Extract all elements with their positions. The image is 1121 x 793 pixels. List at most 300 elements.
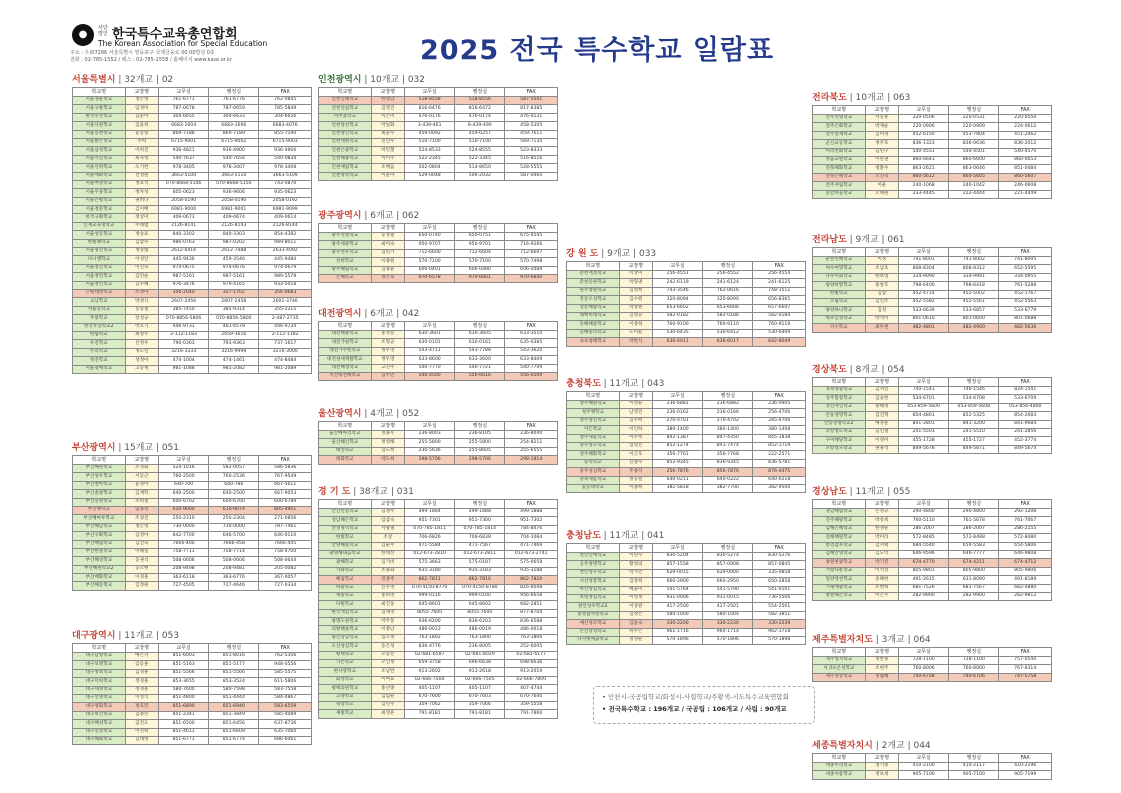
table-cell: 도미순 — [619, 329, 652, 337]
table-cell: 409-0674 — [209, 214, 259, 222]
table-cell: 고진주 — [371, 364, 404, 372]
table-cell: 452-4714 — [899, 290, 949, 298]
table-cell: 761-5678 — [949, 517, 999, 525]
region-count-code: | 11개교 | 041 — [600, 531, 665, 541]
table-cell: 정은영 — [125, 97, 158, 105]
table-cell: 951-7300 — [455, 517, 505, 525]
table-row — [73, 728, 312, 736]
table-cell: 600-6702 — [159, 498, 209, 506]
table-row — [73, 540, 312, 548]
table-cell: 767-8314 — [999, 665, 1052, 673]
column-header: 교무실 — [899, 248, 949, 257]
table-cell: 849-5674 — [999, 445, 1052, 453]
table-cell: 851-6456 — [209, 720, 259, 728]
school-name-cell: 서울농학교 — [73, 306, 126, 314]
table-cell: 585-5575 — [259, 669, 312, 677]
table-cell: 961-1716 — [653, 628, 703, 636]
table-cell: 761-6776 — [209, 97, 259, 105]
table-cell: 586-5836 — [259, 465, 312, 473]
table-cell: 784-8476 — [505, 525, 558, 533]
table-row — [73, 281, 312, 289]
table-cell: 409-0614 — [259, 214, 312, 222]
school-name-cell: 전주잎새학교 — [813, 131, 866, 139]
table-cell: 성정아 — [125, 357, 158, 365]
table-row — [319, 643, 558, 651]
table-cell: 640-0222 — [703, 476, 753, 484]
table-cell: 630-0161 — [455, 339, 505, 347]
table-cell: 851-5177 — [209, 661, 259, 669]
table-cell: 070-785-1814 — [455, 525, 505, 533]
school-name-cell: 대구혜성학교 — [73, 720, 126, 728]
table-row — [813, 542, 1052, 550]
school-name-cell: 부산혜림학교 — [73, 540, 126, 548]
table-cell: 654-5583 — [949, 542, 999, 550]
table-cell: 841-9684 — [999, 420, 1052, 428]
region-name: 세종특별자치시 — [812, 741, 873, 751]
school-name-cell: 광주선우학교 — [319, 249, 372, 257]
table-cell: 220-0909 — [949, 123, 999, 131]
table-cell: 650-2858 — [753, 578, 806, 586]
school-name-cell: 인천청학학교 — [319, 172, 372, 180]
school-name-cell: 부산배화학교 — [73, 574, 126, 582]
table-cell: 981-2089 — [259, 365, 312, 373]
table-cell: 6683-1604 — [159, 122, 209, 130]
table-row — [567, 434, 806, 442]
table-cell: 배성훈 — [865, 420, 898, 428]
table-cell: 570-1898 — [753, 636, 806, 644]
table-cell: 417-2501 — [703, 603, 753, 611]
table-row — [319, 550, 558, 558]
region-count-code: | 32개교 | 02 — [115, 75, 174, 85]
table-row — [73, 113, 312, 121]
table-cell: 530-6412 — [703, 329, 753, 337]
table-cell: 540-7637 — [159, 155, 209, 163]
table-cell: 862-7811 — [405, 576, 455, 584]
table-cell: 851-4611 — [159, 728, 209, 736]
table-cell: 760-8006 — [899, 665, 949, 673]
table-header-row — [813, 106, 1052, 115]
table-cell: 629-0015 — [653, 569, 703, 577]
school-name-cell: 전주선명학교 — [813, 115, 866, 123]
table-cell: 540-4501 — [949, 148, 999, 156]
table-cell: 741-8005 — [999, 257, 1052, 265]
table-cell: 978-3408 — [259, 164, 312, 172]
school-table — [566, 391, 806, 493]
table-row — [73, 340, 312, 348]
table-cell: 조형군 — [371, 339, 404, 347]
table-cell: 410-2196 — [999, 763, 1052, 771]
school-name-cell: 인천청인학교 — [319, 130, 372, 138]
school-name-cell: 가좌학교 — [319, 567, 372, 575]
table-cell: 3216-9999 — [209, 348, 259, 356]
table-cell: 514-8650 — [455, 164, 505, 172]
school-name-cell: 속초청해학교 — [567, 338, 620, 346]
table-row — [567, 312, 806, 320]
table-cell: 474-1461 — [209, 357, 259, 365]
table-cell: 543-4711 — [405, 347, 455, 355]
table-cell: 540-4551 — [899, 148, 949, 156]
table-cell: 2126-8144 — [259, 222, 312, 230]
table-cell: 2607-2456 — [159, 298, 209, 306]
school-name-cell: 새빛학교 — [319, 710, 372, 718]
table-cell: 674-4770 — [899, 559, 949, 567]
table-row — [73, 653, 312, 661]
school-name-cell: 김해은혜학교 — [813, 525, 866, 533]
table-cell: 757-0540 — [999, 657, 1052, 665]
table-cell: 452-1767 — [999, 290, 1052, 298]
table-row — [813, 115, 1052, 123]
table-cell: 600-6789 — [259, 498, 312, 506]
table-cell: 981-1088 — [159, 365, 209, 373]
region-name: 경상북도 — [812, 365, 847, 375]
table-cell: 417-2500 — [653, 603, 703, 611]
table-cell: 김이배 — [125, 206, 158, 214]
table-cell: 913-2602 — [405, 668, 455, 676]
column-header: 교장명 — [619, 544, 652, 553]
table-cell: 2612-6416 — [159, 248, 209, 256]
table-cell: 382-7700 — [703, 484, 753, 492]
table-row — [813, 387, 1052, 395]
table-cell: 정기종 — [865, 763, 898, 771]
table-cell: 630-3601 — [405, 331, 455, 339]
school-name-cell: 대전혜광학교 — [319, 331, 372, 339]
table-row — [319, 113, 558, 121]
table-cell: 김진도 — [125, 720, 158, 728]
table-cell: 964-1714 — [703, 628, 753, 636]
column-header: 학교명 — [319, 422, 372, 431]
table-cell: 518-8556 — [455, 97, 505, 105]
table-cell: 854-2683 — [999, 412, 1052, 420]
table-cell: 851-3849 — [209, 711, 259, 719]
table-cell: 860-6653 — [999, 156, 1052, 164]
school-name-cell: 아산성심학교 — [567, 586, 620, 594]
region-block-gwangju — [318, 210, 558, 283]
school-table — [566, 261, 806, 347]
table-cell: 728-1100 — [949, 657, 999, 665]
table-cell: 246-0608 — [999, 182, 1052, 190]
table-cell: 241-2856 — [999, 428, 1052, 436]
column-header: 행정실 — [949, 500, 999, 509]
school-name-cell: 서귀포온성학교 — [813, 665, 866, 673]
table-cell: 김윤숙 — [619, 620, 652, 628]
table-cell: 2633-4092 — [259, 248, 312, 256]
table-cell: 정은영 — [125, 523, 158, 531]
table-cell: 860-6600 — [949, 156, 999, 164]
table-cell: 455-1727 — [949, 437, 999, 445]
table-row — [319, 584, 558, 592]
school-name-cell: 나주이화학교 — [813, 273, 866, 281]
table-cell: 987-5161 — [209, 273, 259, 281]
table-cell: 530-6409 — [753, 329, 806, 337]
region-title — [72, 630, 312, 643]
table-cell: 857-0008 — [703, 561, 753, 569]
region-count-code: | 11개교 | 053 — [115, 631, 180, 641]
column-header: 교장명 — [125, 456, 158, 465]
table-cell: 이은주 — [865, 592, 898, 600]
column-header: 행정실 — [949, 754, 999, 763]
table-cell: 356-7761 — [653, 451, 703, 459]
school-name-cell: 청주성신학교 — [567, 417, 620, 425]
table-row — [319, 431, 558, 439]
table-cell: 242-6119 — [653, 279, 703, 287]
table-row — [319, 626, 558, 634]
table-cell: 459-7611 — [505, 130, 558, 138]
table-cell: 684-5540 — [899, 542, 949, 550]
table-cell: 배은자 — [125, 653, 158, 661]
table-row — [319, 534, 558, 542]
table-cell: 2058-0192 — [259, 197, 312, 205]
column-header: 학교명 — [813, 754, 866, 763]
table-cell: 224-0612 — [999, 123, 1052, 131]
region-name: 서울특별시 — [72, 75, 116, 85]
table-cell: 508-0644 — [259, 557, 312, 565]
column-header: 행정실 — [949, 648, 999, 657]
school-name-cell: 예산성모학교 — [567, 620, 620, 628]
table-row — [813, 298, 1052, 306]
table-cell: 김주희 — [619, 417, 652, 425]
table-cell: 홍성문 — [371, 331, 404, 339]
table-row — [567, 484, 806, 492]
table-cell: 851-6940 — [209, 703, 259, 711]
table-cell: 정완종 — [865, 657, 898, 665]
column-header: 교장명 — [125, 88, 158, 97]
table-row — [73, 197, 312, 205]
school-name-cell: 새솔학교 — [319, 592, 372, 600]
table-cell: 김민주 — [371, 701, 404, 709]
column-header: 교장명 — [371, 88, 404, 97]
table-cell: 855-7190 — [259, 130, 312, 138]
table-row — [73, 289, 312, 297]
table-cell: 767-9549 — [259, 473, 312, 481]
table-cell: 이성식 — [125, 694, 158, 702]
table-cell: 486-0018 — [505, 626, 558, 634]
region-count-code: | 2개교 | 044 — [872, 741, 931, 751]
table-cell: 이종희 — [619, 321, 652, 329]
column-header: 학교명 — [813, 500, 866, 509]
school-name-cell: 인재교육명학교 — [73, 222, 126, 230]
table-cell: 459-3546 — [209, 256, 259, 264]
table-cell: 김윤희 — [125, 122, 158, 130]
table-cell: 862-7820 — [505, 576, 558, 584]
table-cell: 380-1400 — [653, 426, 703, 434]
column-header: 교무실 — [405, 88, 455, 97]
table-cell: 220-0531 — [949, 115, 999, 123]
table-cell: 3-439-461 — [405, 122, 455, 130]
table-cell: 동상필 — [371, 233, 404, 241]
table-header-row — [319, 224, 558, 233]
school-name-cell: 대구성보학교 — [73, 669, 126, 677]
table-cell: 712-6607 — [505, 249, 558, 257]
table-row — [319, 439, 558, 447]
table-row — [319, 609, 558, 617]
table-cell: 741-8002 — [949, 257, 999, 265]
table-cell: 857-1558 — [653, 561, 703, 569]
table-cell: 김재학 — [125, 490, 158, 498]
table-cell: 533-6779 — [999, 307, 1052, 315]
table-cell: 633-8600 — [405, 356, 455, 364]
table-row — [319, 122, 558, 130]
table-cell: 김기비 — [371, 559, 404, 567]
table-cell: 974-0676 — [209, 264, 259, 272]
school-name-cell: 광주선명학교 — [319, 233, 372, 241]
region-title — [566, 530, 806, 543]
table-cell: 518-8558 — [405, 97, 455, 105]
table-cell: 606-0401 — [405, 266, 455, 274]
school-name-cell: 대구세명학교 — [73, 686, 126, 694]
table-cell: 510-7100 — [405, 138, 455, 146]
table-row — [567, 578, 806, 586]
table-cell: 808-8312 — [949, 265, 999, 273]
table-cell: 이정미 — [865, 437, 898, 445]
school-name-cell: 태연학교 — [319, 447, 372, 455]
table-cell: 김지택 — [865, 542, 898, 550]
table-cell: 2-487-2735 — [259, 315, 312, 323]
table-cell: 640-786 — [209, 481, 259, 489]
table-cell: 978-3407 — [209, 164, 259, 172]
school-name-cell: 광명도원학교 — [319, 618, 372, 626]
table-cell: 김순주 — [371, 542, 404, 550]
table-cell: 743-3546 — [653, 287, 703, 295]
table-cell: 한대선 — [371, 550, 404, 558]
column-header: 교무실 — [653, 392, 703, 401]
table-cell: 570-7498 — [505, 258, 558, 266]
table-cell: 587-0460 — [505, 172, 558, 180]
table-cell: 640-2500 — [209, 490, 259, 498]
table-cell: 304-6655 — [159, 113, 209, 121]
table-cell: 조현주 — [865, 665, 898, 673]
table-cell: 763-1806 — [505, 634, 558, 642]
table-cell: 458-5305 — [505, 122, 558, 130]
table-cell: 851-0484 — [999, 165, 1052, 173]
table-row — [73, 214, 312, 222]
region-block-gyeongnam — [812, 486, 1052, 601]
table-cell: 854-4801 — [899, 412, 949, 420]
table-cell: 580-7600 — [159, 686, 209, 694]
table-cell: 334-0955 — [999, 273, 1052, 281]
table-cell: 박민철 — [371, 147, 404, 155]
table-cell: 박장원 — [619, 304, 652, 312]
table-cell: 660-2950 — [703, 578, 753, 586]
table-cell: 053-859-5608 — [949, 403, 999, 411]
table-row — [813, 437, 1052, 445]
table-cell: 862-7816 — [455, 576, 505, 584]
region-name: 전라남도 — [812, 235, 847, 245]
logo-emblem-icon: ● — [72, 24, 94, 46]
school-table — [812, 499, 1052, 601]
table-header-row — [319, 422, 558, 431]
table-cell: 2126-8143 — [209, 222, 259, 230]
table-cell: 3663-5109 — [259, 172, 312, 180]
table-cell: 김영진 — [371, 105, 404, 113]
school-name-cell: 청주새롬학교 — [567, 434, 620, 442]
table-cell: 948-0556 — [259, 661, 312, 669]
column-header: 교무실 — [653, 262, 703, 271]
table-cell: 556-6616 — [455, 372, 505, 380]
table-cell: 935-3180 — [405, 567, 455, 575]
school-name-cell: 대구영화학교 — [73, 703, 126, 711]
table-row — [319, 517, 558, 525]
table-cell: 조남완 — [371, 668, 404, 676]
table-cell: 727-4646 — [209, 582, 259, 590]
table-cell: 816-6472 — [455, 105, 505, 113]
table-cell: 652-5595 — [999, 265, 1052, 273]
table-cell: 863-2621 — [899, 165, 949, 173]
table-cell: 286-2007 — [899, 525, 949, 533]
table-row — [73, 189, 312, 197]
table-cell: 452-5563 — [999, 298, 1052, 306]
table-cell: 신종수 — [619, 459, 652, 467]
table-cell: 조상 — [371, 534, 404, 542]
table-row — [73, 490, 312, 498]
table-cell: 7666-400 — [159, 540, 209, 548]
table-cell: 정호민 — [125, 703, 158, 711]
table-cell: 조경화 — [125, 465, 158, 473]
table-cell: 798-6400 — [899, 282, 949, 290]
region-block-gangwon — [566, 248, 806, 347]
region-count-code: | 3개교 | 064 — [872, 635, 931, 645]
school-name-cell: 숭덕학교 — [567, 459, 620, 467]
table-cell: 645-8601 — [405, 601, 455, 609]
table-cell: 640-0211 — [653, 476, 703, 484]
column-header: 교무실 — [159, 88, 209, 97]
table-cell: 256-4554 — [753, 271, 806, 279]
region-count-code: | 10개교 | 032 — [361, 75, 426, 85]
table-cell: 최두현 — [865, 324, 898, 332]
table-cell: 785-5849 — [259, 105, 312, 113]
school-table — [72, 643, 312, 745]
table-cell: 김서연 — [865, 387, 898, 395]
region-title — [812, 92, 1052, 105]
table-cell: 김수원 — [619, 296, 652, 304]
table-row — [319, 372, 558, 380]
table-row — [319, 138, 558, 146]
school-name-cell: 동해해솔학교 — [567, 321, 620, 329]
school-name-cell: 한국구화학교 — [73, 214, 126, 222]
table-row — [813, 509, 1052, 517]
table-cell: 805-9806 — [999, 567, 1052, 575]
school-name-cell: 경남혜림학교 — [813, 509, 866, 517]
table-cell: 서동훈 — [865, 115, 898, 123]
table-cell: 471-7567 — [455, 542, 505, 550]
school-name-cell: 주몽학교 — [73, 315, 126, 323]
table-cell: 704-1084 — [505, 534, 558, 542]
table-cell: 070-8668-5146 — [159, 180, 209, 188]
table-cell: 이은미 — [371, 113, 404, 121]
table-cell: 760-9100 — [653, 321, 703, 329]
table-row — [813, 673, 1052, 681]
table-cell: 452-5002 — [949, 290, 999, 298]
table-cell: 761-6771 — [159, 97, 209, 105]
table-cell: 김민순 — [125, 273, 158, 281]
school-name-cell: 김해안명학교 — [813, 550, 866, 558]
table-cell: 정호석 — [125, 180, 158, 188]
school-table — [812, 105, 1052, 199]
column-header: 교무실 — [899, 378, 949, 387]
school-name-cell: 인천세원학교 — [319, 138, 372, 146]
school-name-cell: 한빛학교 — [813, 290, 866, 298]
logo-small-text: 사단법인 — [98, 25, 108, 37]
table-cell: 790-0363 — [159, 340, 209, 348]
table-cell: 270-4702 — [703, 417, 753, 425]
column-header: 교장명 — [371, 422, 404, 431]
table-cell: 582-3851 — [753, 611, 806, 619]
table-row — [73, 661, 312, 669]
table-cell: 이종희 — [619, 484, 652, 492]
table-cell: 851-6774 — [209, 736, 259, 744]
column-header: 행정실 — [209, 644, 259, 653]
table-cell: 정용두 — [371, 431, 404, 439]
table-cell: 474-1004 — [159, 357, 209, 365]
